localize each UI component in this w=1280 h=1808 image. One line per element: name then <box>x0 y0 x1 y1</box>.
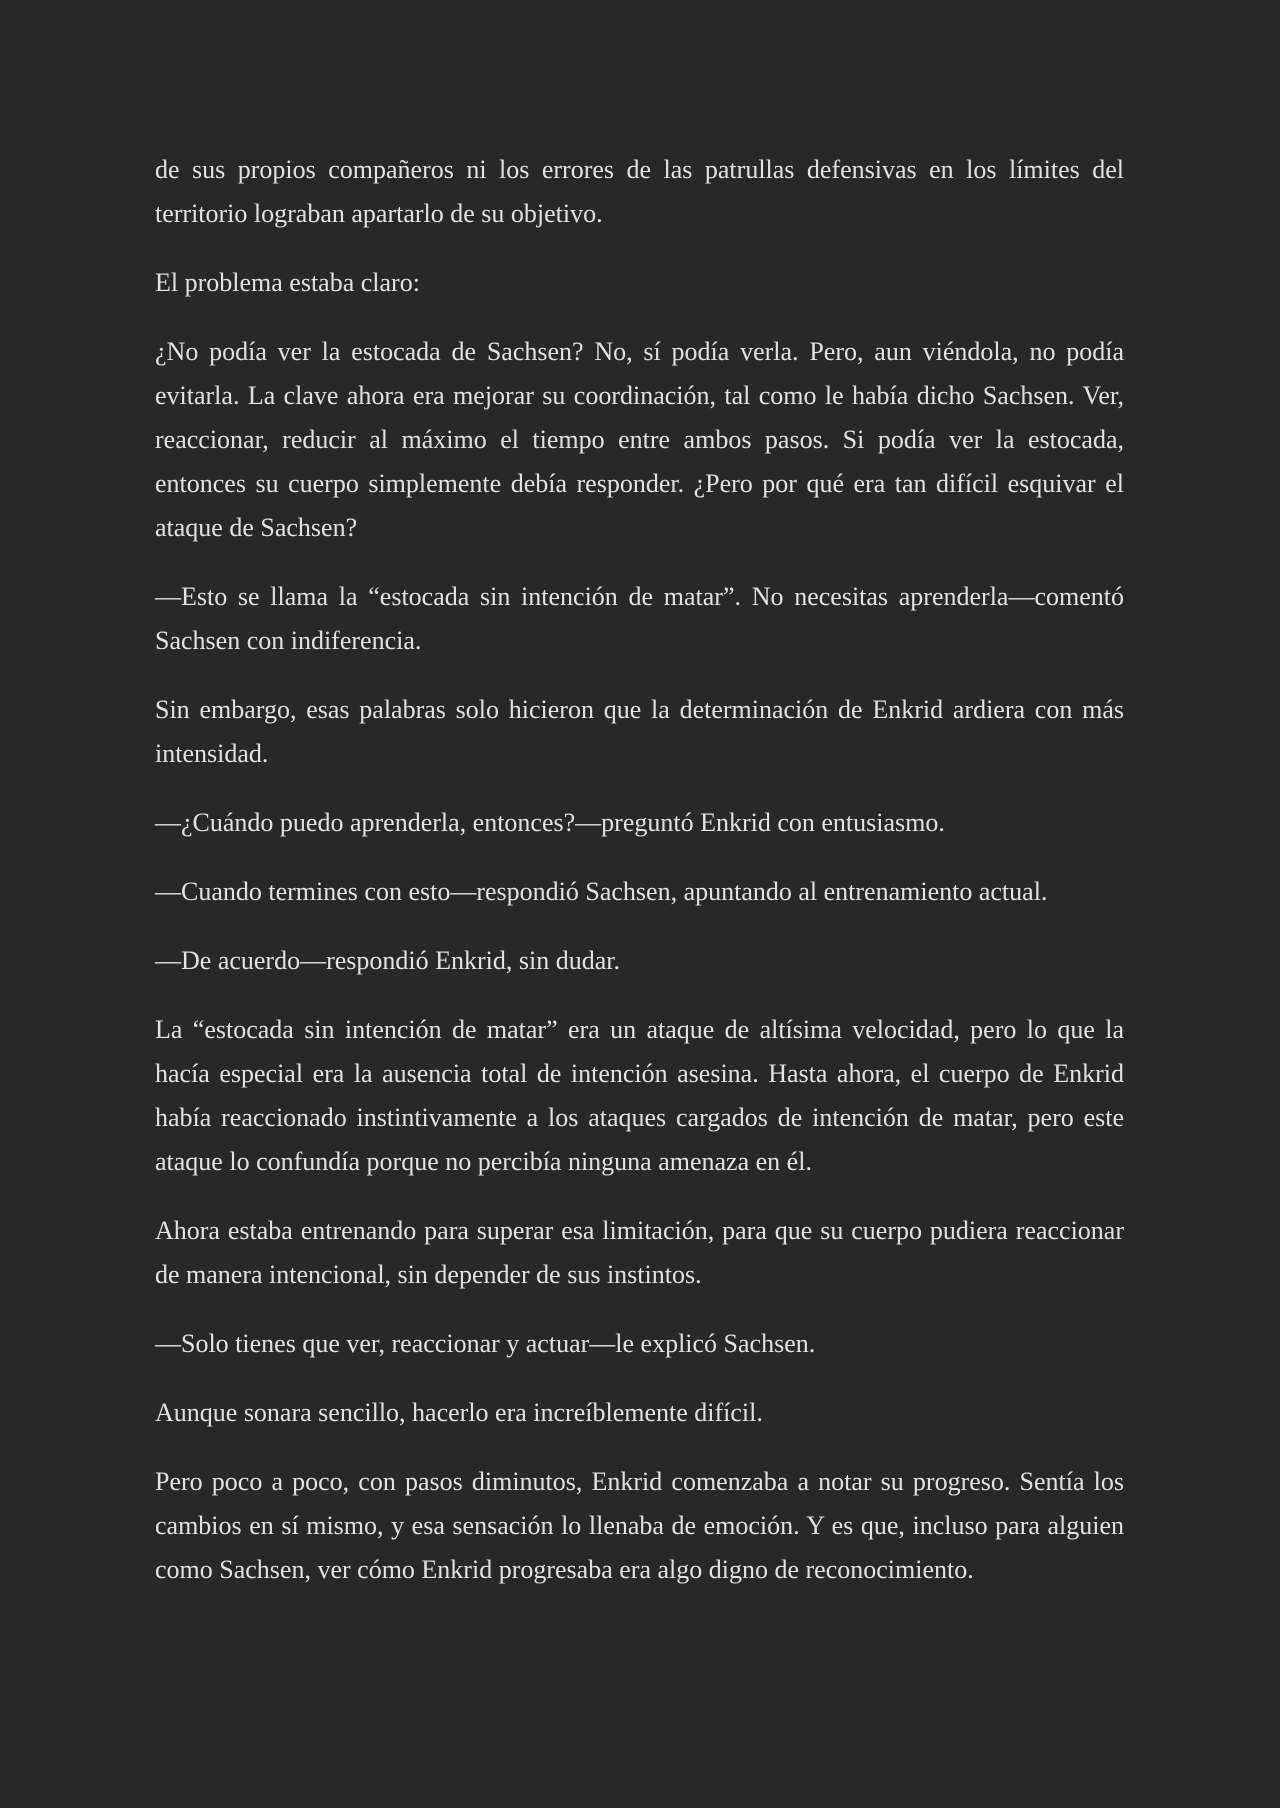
paragraph: —De acuerdo—respondió Enkrid, sin dudar. <box>155 946 621 975</box>
reader-page-content <box>155 148 1124 1617</box>
paragraph: ¿No podía ver la estocada de Sachsen? No, sí podía verla. Pero, aun viéndola, no podía evitarla. La clave ahora era mejorar su coordinación, tal como le había dicho Sachsen. Ver, reaccionar, reducir al máximo el tiempo entre ambos pasos. Si podía ver la estocada, entonces su cuerpo simplemente debía responder. ¿Pero por qué era tan difícil esquivar el ataque de Sachsen? <box>155 337 1124 542</box>
paragraph: Pero poco a poco, con pasos diminutos, Enkrid comenzaba a notar su progreso. Sentía los cambios en sí mismo, y esa sensación lo llenaba de emoción. Y es que, incluso para alguien como Sachsen, ver cómo Enkrid progresaba era algo digno de reconocimiento. <box>155 1467 1124 1584</box>
paragraph: La “estocada sin intención de matar” era un ataque de altísima velocidad, pero lo que la hacía especial era la ausencia total de intención asesina. Hasta ahora, el cuerpo de Enkrid había reaccionado instintivamente a los ataques cargados de intención de matar, pero este ataque lo confundía porque no percibía ninguna amenaza en él. <box>155 1015 1124 1176</box>
paragraph: El problema estaba claro: <box>155 268 420 297</box>
paragraph: —Esto se llama la “estocada sin intención de matar”. No necesitas aprenderla—comentó Sachsen con indiferencia. <box>155 582 1124 655</box>
paragraph: —Cuando termines con esto—respondió Sachsen, apuntando al entrenamiento actual. <box>155 877 1048 906</box>
paragraph: Aunque sonara sencillo, hacerlo era increíblemente difícil. <box>155 1398 763 1427</box>
paragraph: Ahora estaba entrenando para superar esa limitación, para que su cuerpo pudiera reaccionar de manera intencional, sin depender de sus instintos. <box>155 1216 1124 1289</box>
paragraph: de sus propios compañeros ni los errores de las patrullas defensivas en los límites del territorio lograban apartarlo de su objetivo. <box>155 155 1124 228</box>
paragraph: —Solo tienes que ver, reaccionar y actuar—le explicó Sachsen. <box>155 1329 816 1358</box>
paragraph: Sin embargo, esas palabras solo hicieron que la determinación de Enkrid ardiera con más intensidad. <box>155 695 1124 768</box>
paragraph: —¿Cuándo puedo aprenderla, entonces?—preguntó Enkrid con entusiasmo. <box>155 808 945 837</box>
